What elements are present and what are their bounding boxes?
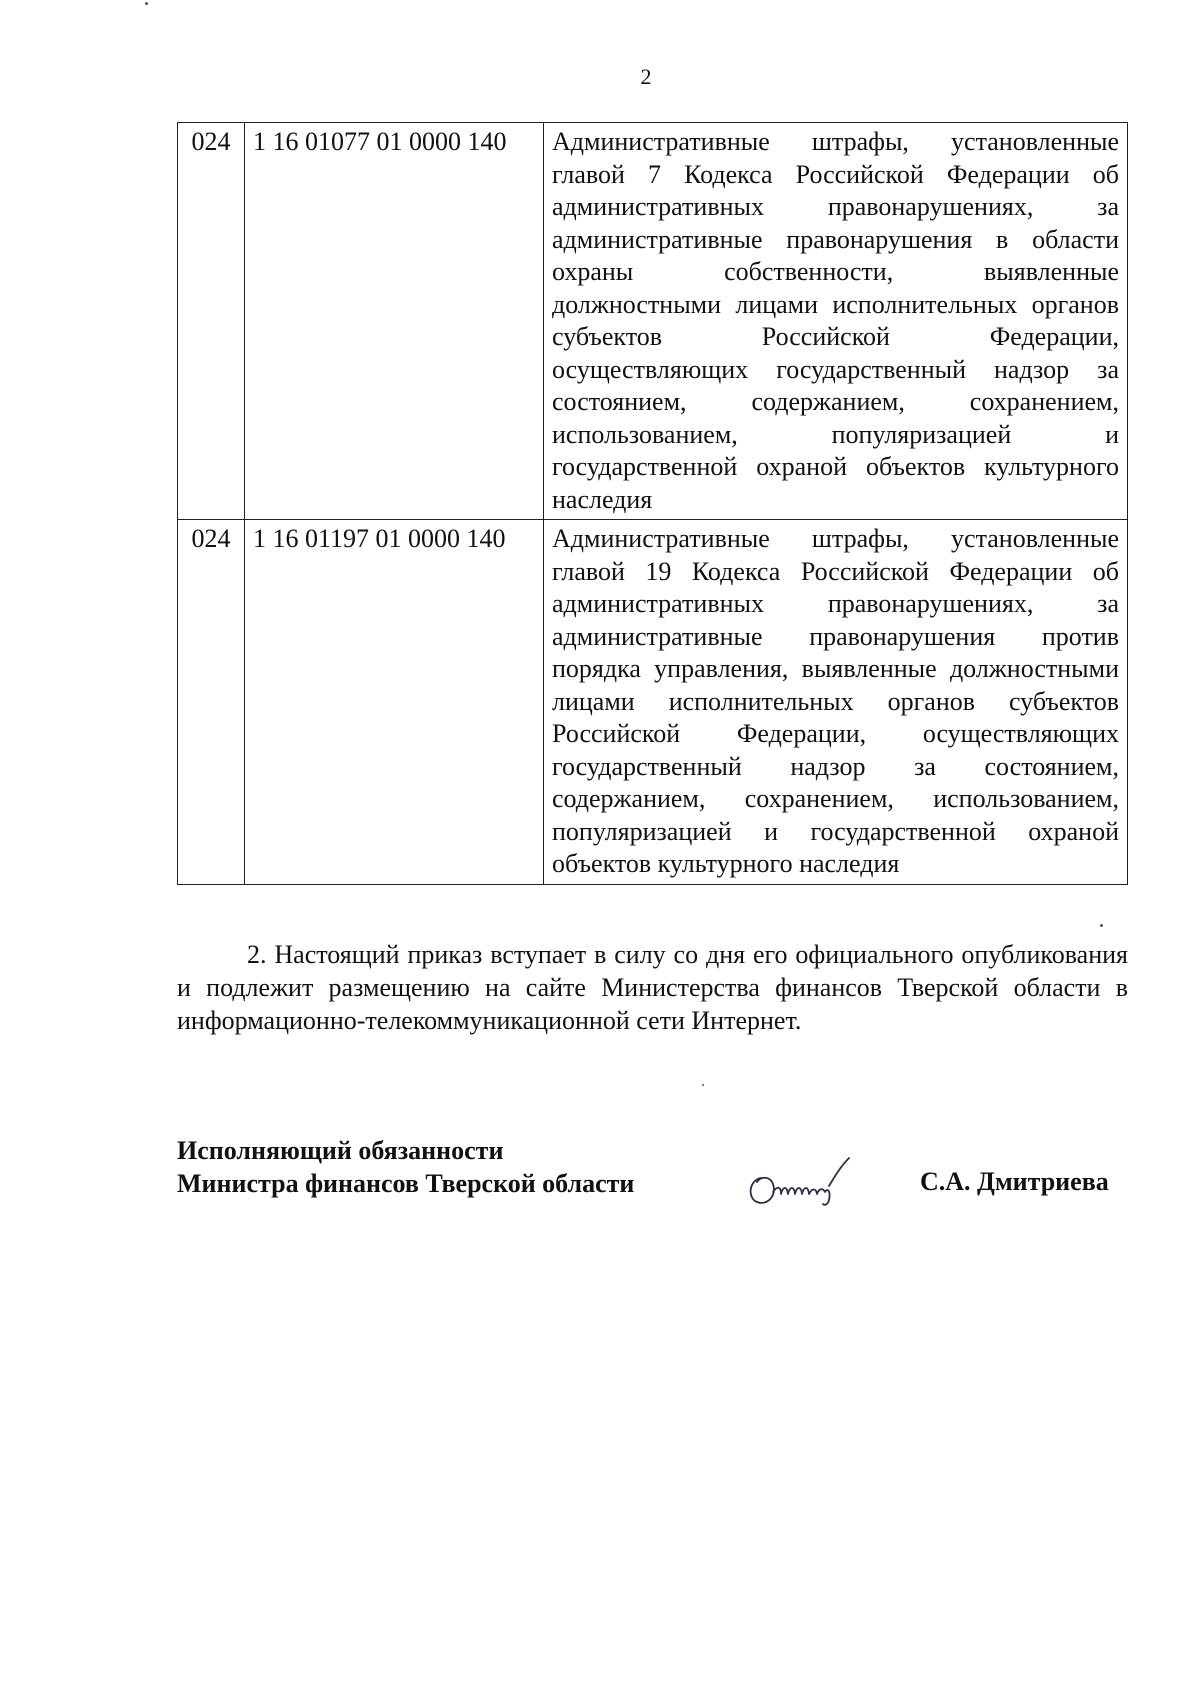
- scan-speck: [145, 2, 148, 5]
- description-cell: Административные штрафы, установленные главой 7 Кодекса Российской Федерации об административных правонарушениях, за административные правонарушения в области охраны собственности, выявленные должностными лицами исполнительных органов субъектов Российской Федерации, осуществляющих государственный надзор за состоянием, содержанием, сохранением, использованием, популяризацией и государственной охраной объектов культурного наследия: [544, 123, 1128, 520]
- handwritten-signature: [743, 1146, 883, 1216]
- kbk-code-cell: 1 16 01197 01 0000 140: [245, 520, 544, 885]
- table-row: [178, 123, 1128, 520]
- signatory-title: [177, 1134, 634, 1200]
- paragraph-2: 2. Настоящий приказ вступает в силу со дня его официального опубликования и подлежит размещению на сайте Министерства финансов Тверской области в информационно-телекоммуникационной сети Интернет.: [177, 940, 1128, 1035]
- scan-speck: [1100, 924, 1103, 927]
- description-cell: Административные штрафы, установленные главой 19 Кодекса Российской Федерации об административных правонарушениях, за административные правонарушения против порядка управления, выявленные должностными лицами исполнительных органов субъектов Российской Федерации, осуществляющих государственный надзор за состоянием, содержанием, сохранением, использованием, популяризацией и государственной охраной объектов культурного наследия: [544, 520, 1128, 885]
- page-number: 2: [640, 64, 652, 89]
- signatory-title-line2: Министра финансов Тверской области: [177, 1169, 635, 1198]
- kbk-code-cell: 1 16 01077 01 0000 140: [245, 123, 544, 520]
- kbk-table: [177, 122, 1128, 885]
- admin-code-cell: 024: [178, 123, 245, 520]
- scan-speck: [702, 1084, 704, 1086]
- signatory-name: С.А. Дмитриева: [920, 1167, 1109, 1196]
- table-row: [178, 520, 1128, 885]
- signatory-title-line1: Исполняющий обязанности: [177, 1136, 504, 1165]
- admin-code-cell: 024: [178, 520, 245, 885]
